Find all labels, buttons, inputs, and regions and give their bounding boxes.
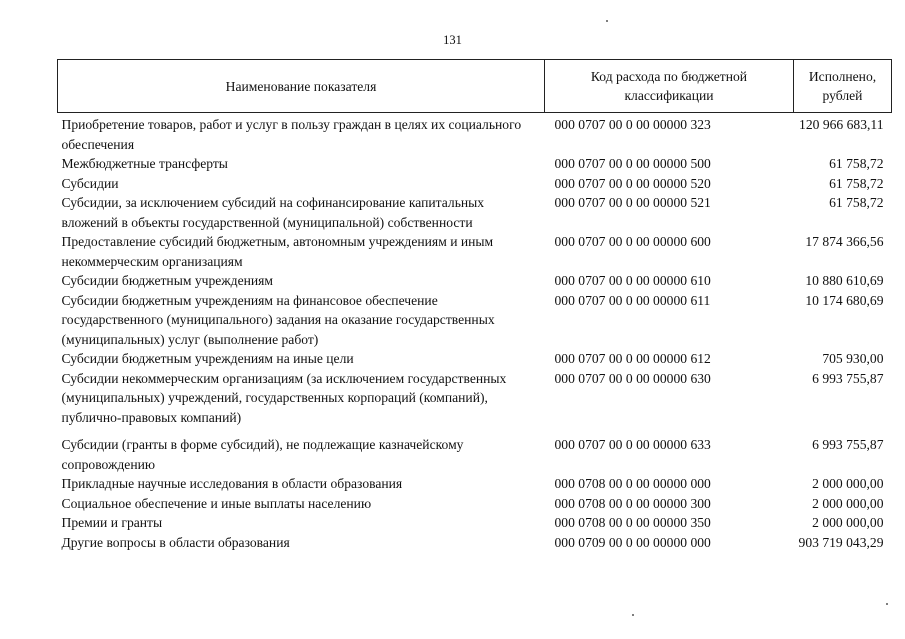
row-amount: 61 758,72 (829, 175, 884, 191)
row-code: 000 0707 00 0 00 00000 500 (554, 156, 711, 171)
row-amount: 705 930,00 (822, 351, 884, 366)
row-amount: 120 966 683,11 (799, 117, 884, 132)
row-amount: 6 993 755,87 (812, 370, 884, 386)
table-row (58, 291, 892, 350)
scan-speck (632, 614, 634, 616)
table-row (58, 427, 892, 474)
row-code: 000 0707 00 0 00 00000 600 (554, 234, 711, 249)
row-code: 000 0708 00 0 00 00000 300 (554, 495, 711, 511)
row-code: 000 0709 00 0 00 00000 000 (554, 534, 711, 550)
row-name: Приобретение товаров, работ и услуг в пользу граждан в целях их социального обеспечения (61, 117, 522, 152)
table-row (58, 174, 892, 194)
row-amount: 10 880 610,69 (805, 273, 884, 288)
row-name: Субсидии (61, 175, 119, 191)
table-row (58, 232, 892, 271)
row-name: Субсидии некоммерческим организациям (за исключением государственных (муниципальных) учреждений, государственных корпораций (компаний), публично-правовых компаний) (61, 370, 507, 425)
row-name: Субсидии (гранты в форме субсидий), не подлежащие казначейскому сопровождению (61, 437, 464, 472)
row-name: Предоставление субсидий бюджетным, автономным учреждениям и иным некоммерческим организациям (61, 234, 494, 269)
table-row (58, 494, 892, 514)
row-name: Прикладные научные исследования в области образования (61, 476, 403, 491)
row-code: 000 0707 00 0 00 00000 630 (554, 370, 711, 386)
table-row (58, 193, 892, 232)
row-code: 000 0707 00 0 00 00000 520 (554, 175, 711, 191)
table-row (58, 271, 892, 291)
row-code: 000 0707 00 0 00 00000 521 (554, 195, 711, 210)
row-amount: 17 874 366,56 (805, 234, 884, 249)
scan-speck (886, 603, 888, 605)
row-amount: 61 758,72 (829, 195, 884, 210)
row-name: Субсидии, за исключением субсидий на софинансирование капитальных вложений в объекты государственной (муниципальной) собственности (61, 195, 485, 230)
row-amount: 2 000 000,00 (812, 476, 884, 491)
row-code: 000 0707 00 0 00 00000 611 (554, 292, 711, 308)
row-code: 000 0708 00 0 00 00000 350 (554, 515, 711, 530)
row-name: Другие вопросы в области образования (61, 534, 290, 550)
budget-table (57, 59, 892, 552)
row-amount: 6 993 755,87 (812, 437, 884, 452)
row-name: Субсидии бюджетным учреждениям на иные цели (61, 351, 354, 366)
table-header-row (58, 60, 892, 113)
row-code: 000 0708 00 0 00 00000 000 (554, 476, 711, 491)
row-code: 000 0707 00 0 00 00000 612 (554, 351, 711, 366)
row-name: Социальное обеспечение и иные выплаты населению (61, 495, 372, 511)
row-amount: 2 000 000,00 (812, 495, 884, 511)
row-amount: 2 000 000,00 (812, 515, 884, 530)
row-name: Субсидии бюджетным учреждениям (61, 273, 274, 288)
table-row (58, 113, 892, 155)
row-amount: 903 719 043,29 (798, 534, 884, 550)
row-amount: 61 758,72 (829, 156, 884, 171)
row-code: 000 0707 00 0 00 00000 323 (554, 117, 711, 132)
row-code: 000 0707 00 0 00 00000 633 (554, 437, 711, 452)
table-row (58, 533, 892, 553)
table-row (58, 513, 892, 533)
header-amount: Исполнено, рублей (794, 60, 892, 113)
table-row (58, 474, 892, 494)
page-number: 131 (443, 33, 462, 47)
header-code: Код расхода по бюджетной классификации (545, 60, 794, 113)
table-row (58, 349, 892, 369)
table-row (58, 154, 892, 174)
row-name: Межбюджетные трансферты (61, 156, 228, 171)
row-name: Субсидии бюджетным учреждениям на финансовое обеспечение государственного (муниципального) задания на оказание государственных (муниципальных) услуг (выполнение работ) (61, 292, 495, 347)
scan-speck (606, 20, 608, 22)
row-amount: 10 174 680,69 (805, 292, 884, 308)
row-code: 000 0707 00 0 00 00000 610 (554, 273, 711, 288)
row-name: Премии и гранты (61, 515, 163, 530)
table-row (58, 369, 892, 428)
header-name: Наименование показателя (58, 60, 545, 113)
